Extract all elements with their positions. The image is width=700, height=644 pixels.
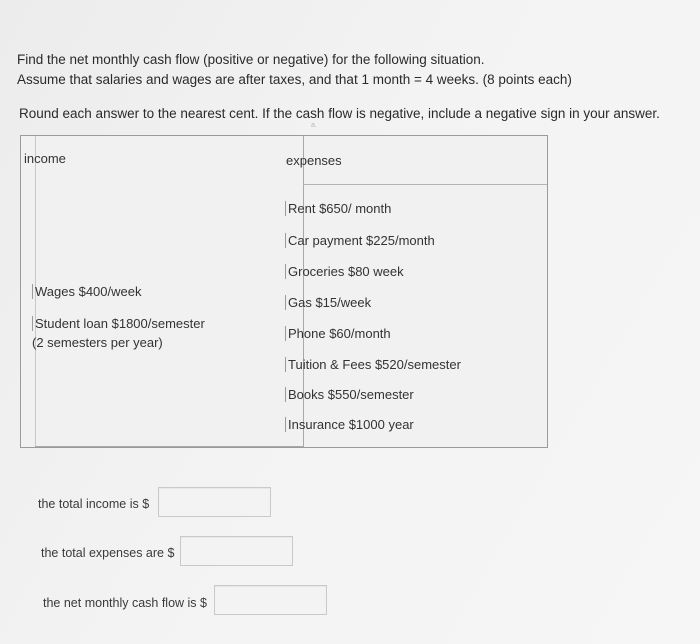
total-expenses-label: the total expenses are $: [41, 546, 175, 560]
expense-item: Phone $60/month: [285, 326, 391, 341]
income-item-wages: Wages $400/week: [32, 284, 141, 299]
total-expenses-input[interactable]: [180, 536, 293, 566]
expense-item: Gas $15/week: [285, 295, 371, 310]
expenses-header: expenses: [286, 153, 342, 168]
income-item-note: (2 semesters per year): [32, 335, 163, 350]
expense-item: Groceries $80 week: [285, 264, 404, 279]
faint-mark: a.: [311, 122, 317, 129]
expense-item: Tuition & Fees $520/semester: [285, 357, 461, 372]
rounding-instruction: Round each answer to the nearest cent. If the cash flow is negative, include a negative sign in your answer.: [19, 106, 660, 121]
question-line-1: Find the net monthly cash flow (positive or negative) for the following situation.: [17, 52, 485, 67]
table-divider: [35, 446, 303, 447]
total-income-label: the total income is $: [38, 497, 150, 511]
income-header: income: [24, 151, 66, 166]
expense-item: Books $550/semester: [285, 387, 414, 402]
expense-item: Insurance $1000 year: [285, 417, 414, 432]
total-income-input[interactable]: [158, 487, 271, 517]
question-line-2: Assume that salaries and wages are after taxes, and that 1 month = 4 weeks. (8 points each): [17, 72, 572, 87]
income-item-student-loan: Student loan $1800/semester: [32, 316, 205, 331]
net-flow-input[interactable]: [214, 585, 327, 615]
table-divider: [303, 184, 547, 185]
net-flow-label: the net monthly cash flow is $: [43, 596, 207, 610]
expense-item: Car payment $225/month: [285, 233, 435, 248]
cash-flow-table: [20, 135, 548, 448]
expense-item: Rent $650/ month: [285, 201, 391, 216]
